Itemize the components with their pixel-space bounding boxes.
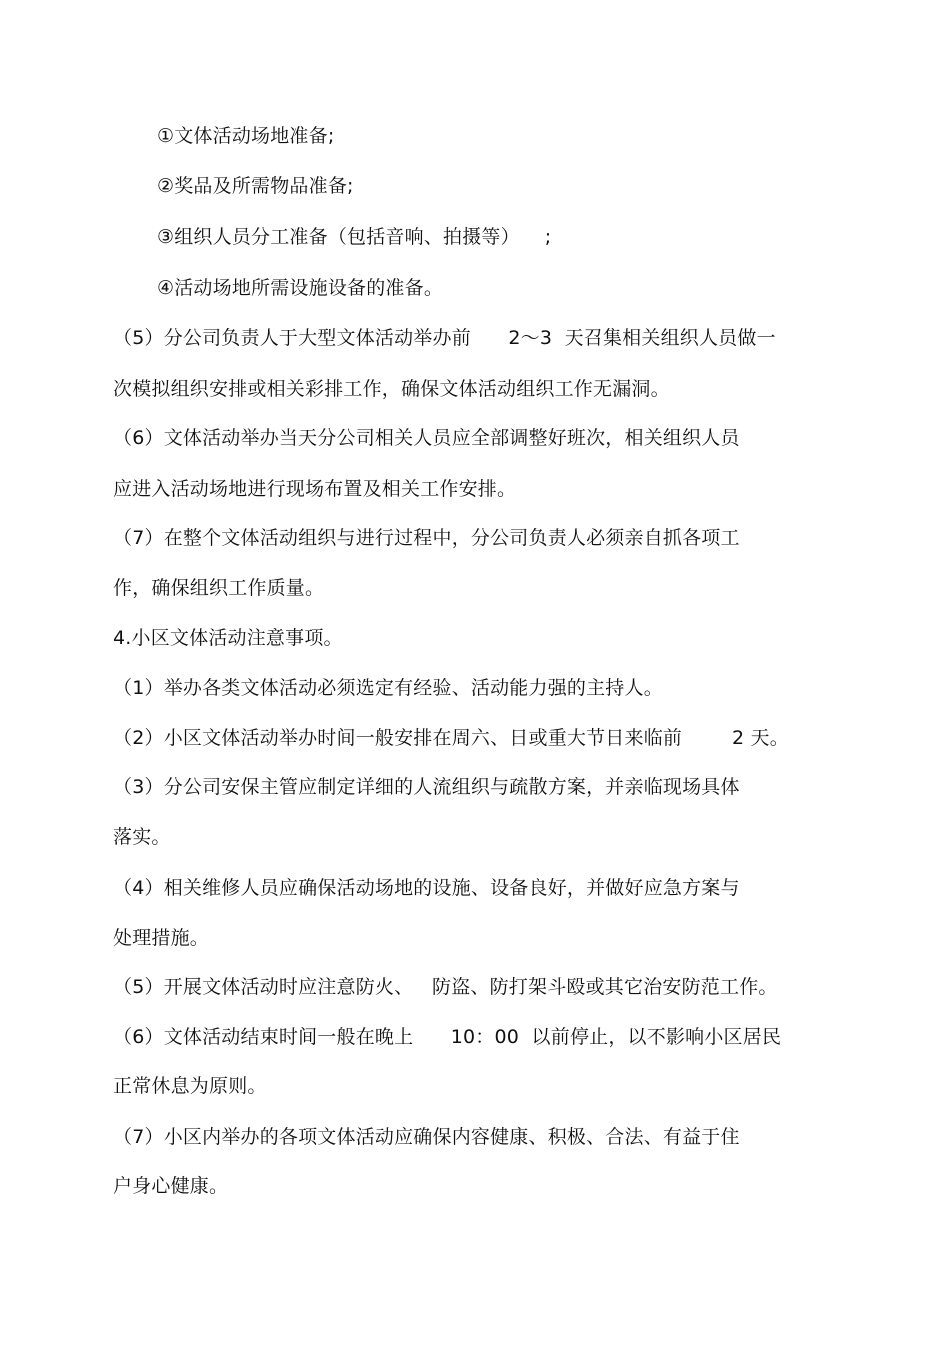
paragraph-line: （1）举办各类文体活动必须选定有经验、活动能力强的主持人。 bbox=[113, 677, 663, 699]
paragraph-line: （7）在整个文体活动组织与进行过程中，分公司负责人必须亲自抓各项工 bbox=[113, 527, 740, 549]
paragraph-line: 正常休息为原则。 bbox=[113, 1075, 267, 1097]
paragraph-line: （7）小区内举办的各项文体活动应确保内容健康、积极、合法、有益于住 bbox=[113, 1126, 740, 1148]
paragraph-line: 应进入活动场地进行现场布置及相关工作安排。 bbox=[113, 478, 517, 500]
list-item-staff-prep: ③组织人员分工准备（包括音响、拍摄等） ; bbox=[157, 226, 552, 248]
paragraph-line: （4）相关维修人员应确保活动场地的设施、设备良好，并做好应急方案与 bbox=[113, 877, 740, 899]
paragraph-line: （5）开展文体活动时应注意防火、 防盗、防打架斗殴或其它治安防范工作。 bbox=[113, 976, 778, 998]
list-item-prize-prep: ②奖品及所需物品准备; bbox=[157, 175, 354, 197]
paragraph-line: （2）小区文体活动举办时间一般安排在周六、日或重大节日来临前 2 天。 bbox=[113, 727, 789, 749]
list-item-venue-prep: ①文体活动场地准备; bbox=[157, 125, 335, 147]
paragraph-line: （6）文体活动举办当天分公司相关人员应全部调整好班次，相关组织人员 bbox=[113, 427, 740, 449]
section-heading: 4.小区文体活动注意事项。 bbox=[113, 627, 343, 649]
paragraph-line: 落实。 bbox=[113, 826, 171, 848]
paragraph-line: 户身心健康。 bbox=[113, 1175, 229, 1197]
paragraph-line: 作，确保组织工作质量。 bbox=[113, 577, 325, 599]
paragraph-line: （5）分公司负责人于大型文体活动举办前 2～3 天召集相关组织人员做一 bbox=[113, 327, 776, 349]
paragraph-line: （6）文体活动结束时间一般在晚上 10：00 以前停止，以不影响小区居民 bbox=[113, 1026, 782, 1048]
paragraph-line: 处理措施。 bbox=[113, 927, 210, 949]
paragraph-line: （3）分公司安保主管应制定详细的人流组织与疏散方案，并亲临现场具体 bbox=[113, 776, 740, 798]
list-item-equipment-prep: ④活动场地所需设施设备的准备。 bbox=[157, 277, 444, 299]
paragraph-line: 次模拟组织安排或相关彩排工作，确保文体活动组织工作无漏洞。 bbox=[113, 378, 670, 400]
